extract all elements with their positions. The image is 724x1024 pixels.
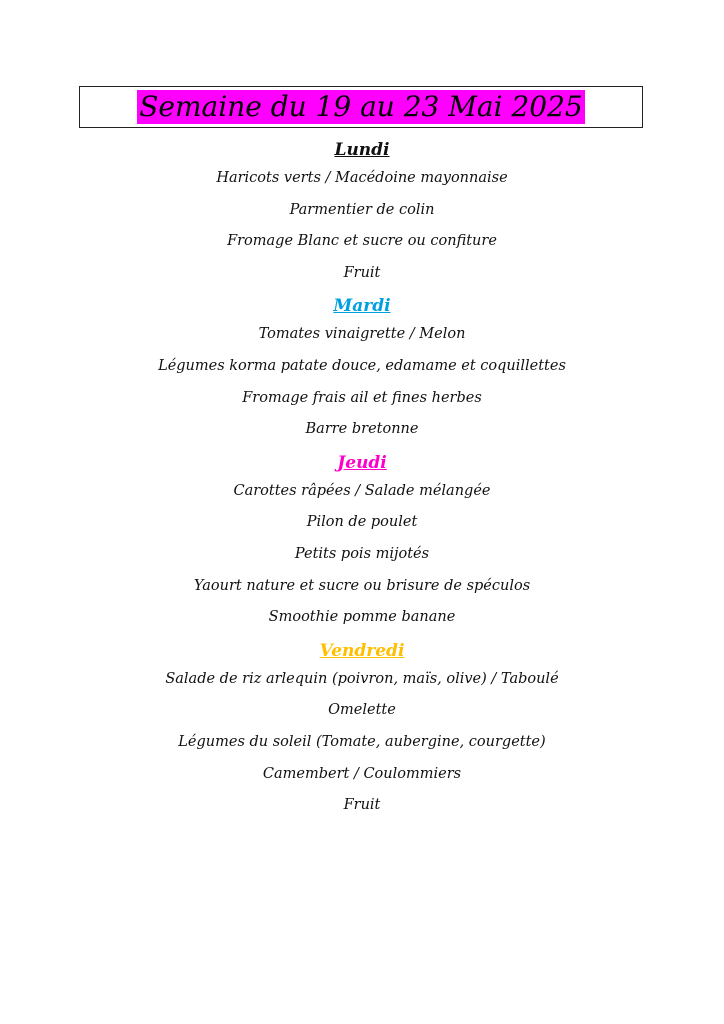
menu-item: Petits pois mijotés [294,545,430,562]
menu-item: Légumes korma patate douce, edamame et coquillettes [158,357,566,374]
menu-item: Fruit [343,264,381,281]
menu-item: Haricots verts / Macédoine mayonnaise [216,170,508,186]
menu-item: Tomates vinaigrette / Melon [258,326,466,343]
title-box [79,86,643,128]
menu-item: Fromage frais ail et fines herbes [242,389,482,406]
day-heading-mardi: Mardi [333,296,391,317]
menu-item: Parmentier de colin [289,201,435,218]
menu-item: Fruit [343,797,381,814]
menu-item: Smoothie pomme banane [268,609,456,626]
menu-item: Fromage Blanc et sucre ou confiture [227,233,497,250]
day-heading-jeudi: Jeudi [337,452,387,473]
menu-item: Carottes râpées / Salade mélangée [233,482,491,499]
day-section-jeudi [0,450,724,634]
menu-item: Salade de riz arlequin (poivron, maïs, olive) / Taboulé [165,670,559,687]
page-title: Semaine du 19 au 23 Mai 2025 [139,90,583,123]
day-section-vendredi [0,638,724,822]
menu-item: Omelette [328,702,396,719]
menu-item: Pilon de poulet [306,514,418,531]
menu-item: Légumes du soleil (Tomate, aubergine, courgette) [178,733,546,750]
day-section-mardi [0,293,724,445]
weekly-menu [0,137,724,826]
day-heading-vendredi: Vendredi [319,640,405,661]
day-section-lundi [0,137,724,289]
menu-item: Yaourt nature et sucre ou brisure de spéculos [193,577,531,594]
day-heading-lundi: Lundi [334,140,390,160]
menu-item: Camembert / Coulommiers [262,765,462,782]
menu-item: Barre bretonne [305,421,419,438]
